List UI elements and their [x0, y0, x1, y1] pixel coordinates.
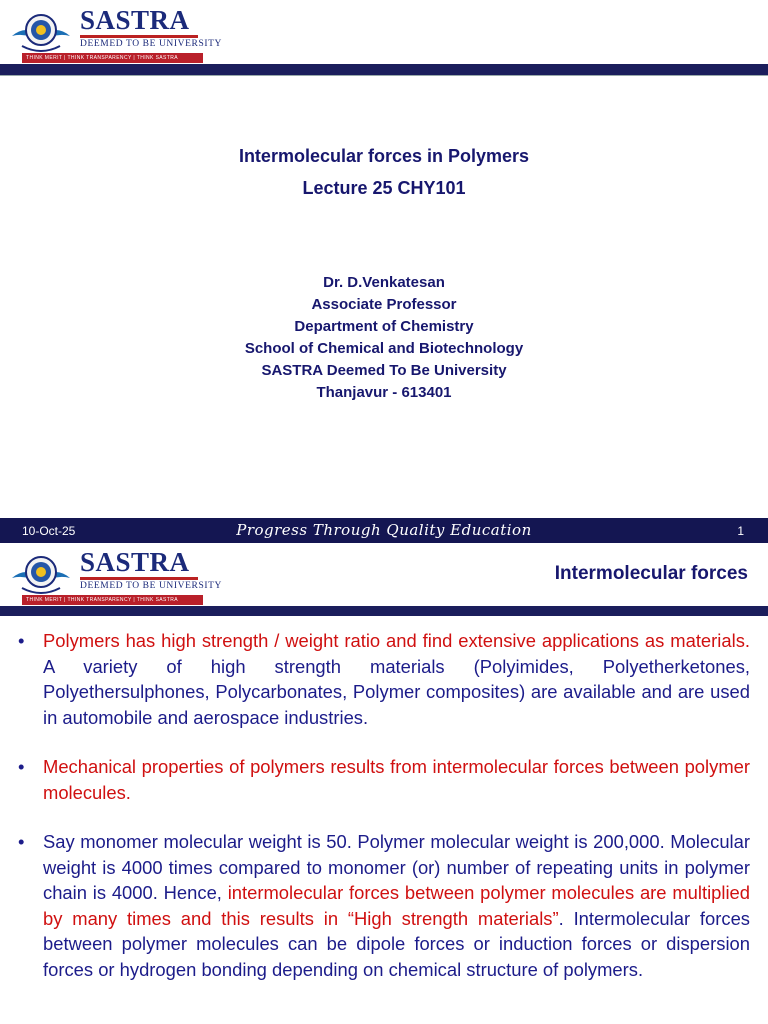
page-number: 1: [737, 524, 744, 538]
footer-date: 10-Oct-25: [22, 524, 76, 538]
logo-wordmark: SASTRA: [80, 5, 190, 35]
sastra-logo: [10, 547, 222, 604]
slide-title: Intermolecular forces in Polymers: [238, 146, 530, 166]
author-school: School of Chemical and Biotechnology: [244, 340, 524, 357]
logo-ribbon: THINK MERIT | THINK TRANSPARENCY | THINK SASTRA: [22, 53, 203, 63]
footer-motto: Progress Through Quality Education: [236, 521, 532, 539]
bullet-dot: •: [18, 756, 25, 777]
bullet-item: [18, 829, 750, 982]
bullet-list: [18, 628, 750, 1006]
author-department: Department of Chemistry: [294, 318, 474, 335]
logo-wordmark: SASTRA: [80, 547, 190, 577]
bullet-text: A variety of high strength materials (Polyimides, Polyetherketones, Polyethersulphones, Polycarbonates, Polymer composites) are available and are used in automobile and aerospace industries.: [43, 655, 750, 728]
header-divider: [0, 75, 768, 76]
author-block: [0, 272, 768, 404]
logo-red-strip: [80, 35, 198, 38]
author-position: Associate Professor: [311, 296, 457, 313]
bullet-text: . Intermolecular forces between polymer molecules can be dipole forces or induction forces or dispersion forces or hydrogen bonding depending on chemical structure of polymers.: [43, 907, 750, 980]
bullet-item: [18, 628, 750, 730]
author-location: Thanjavur - 613401: [316, 384, 452, 401]
bullet-text-highlight: Polymers has high strength / weight ratio and find extensive applications as materials.: [43, 630, 750, 651]
logo-ribbon: THINK MERIT | THINK TRANSPARENCY | THINK SASTRA: [22, 595, 203, 605]
sastra-logo: [10, 5, 222, 62]
bullet-text: Say monomer molecular weight is 50. Polymer molecular weight is 200,000. Molecular weight is 4000 times compared to monomer (or) number of repeating units in polymer chain is 4000. Hence,: [43, 831, 750, 903]
bullet-text-highlight: Mechanical properties of polymers results from intermolecular forces between polymer molecules.: [43, 756, 750, 803]
logo-deemed-text: DEEMED TO BE UNIVERSITY: [80, 39, 222, 49]
logo-deemed-text: DEEMED TO BE UNIVERSITY: [80, 581, 222, 591]
slide-subtitle: Lecture 25 CHY101: [302, 178, 466, 198]
bullet-text-highlight: intermolecular forces between polymer molecules are multiplied by many times and this results in “High strength materials”: [43, 882, 751, 929]
sastra-emblem-icon: [10, 6, 72, 58]
bullet-dot: •: [18, 831, 25, 852]
sastra-emblem-icon: [10, 548, 72, 600]
slide-title: Intermolecular forces: [554, 563, 748, 584]
content-slide: [0, 543, 768, 1024]
bullet-dot: •: [18, 630, 25, 651]
author-name: Dr. D.Venkatesan: [323, 274, 445, 291]
author-university: SASTRA Deemed To Be University: [261, 362, 507, 379]
footer-bar: [0, 518, 768, 543]
bullet-item: [18, 754, 750, 805]
header-bar: [0, 64, 768, 75]
logo-red-strip: [80, 577, 198, 580]
header-bar: [0, 606, 768, 616]
